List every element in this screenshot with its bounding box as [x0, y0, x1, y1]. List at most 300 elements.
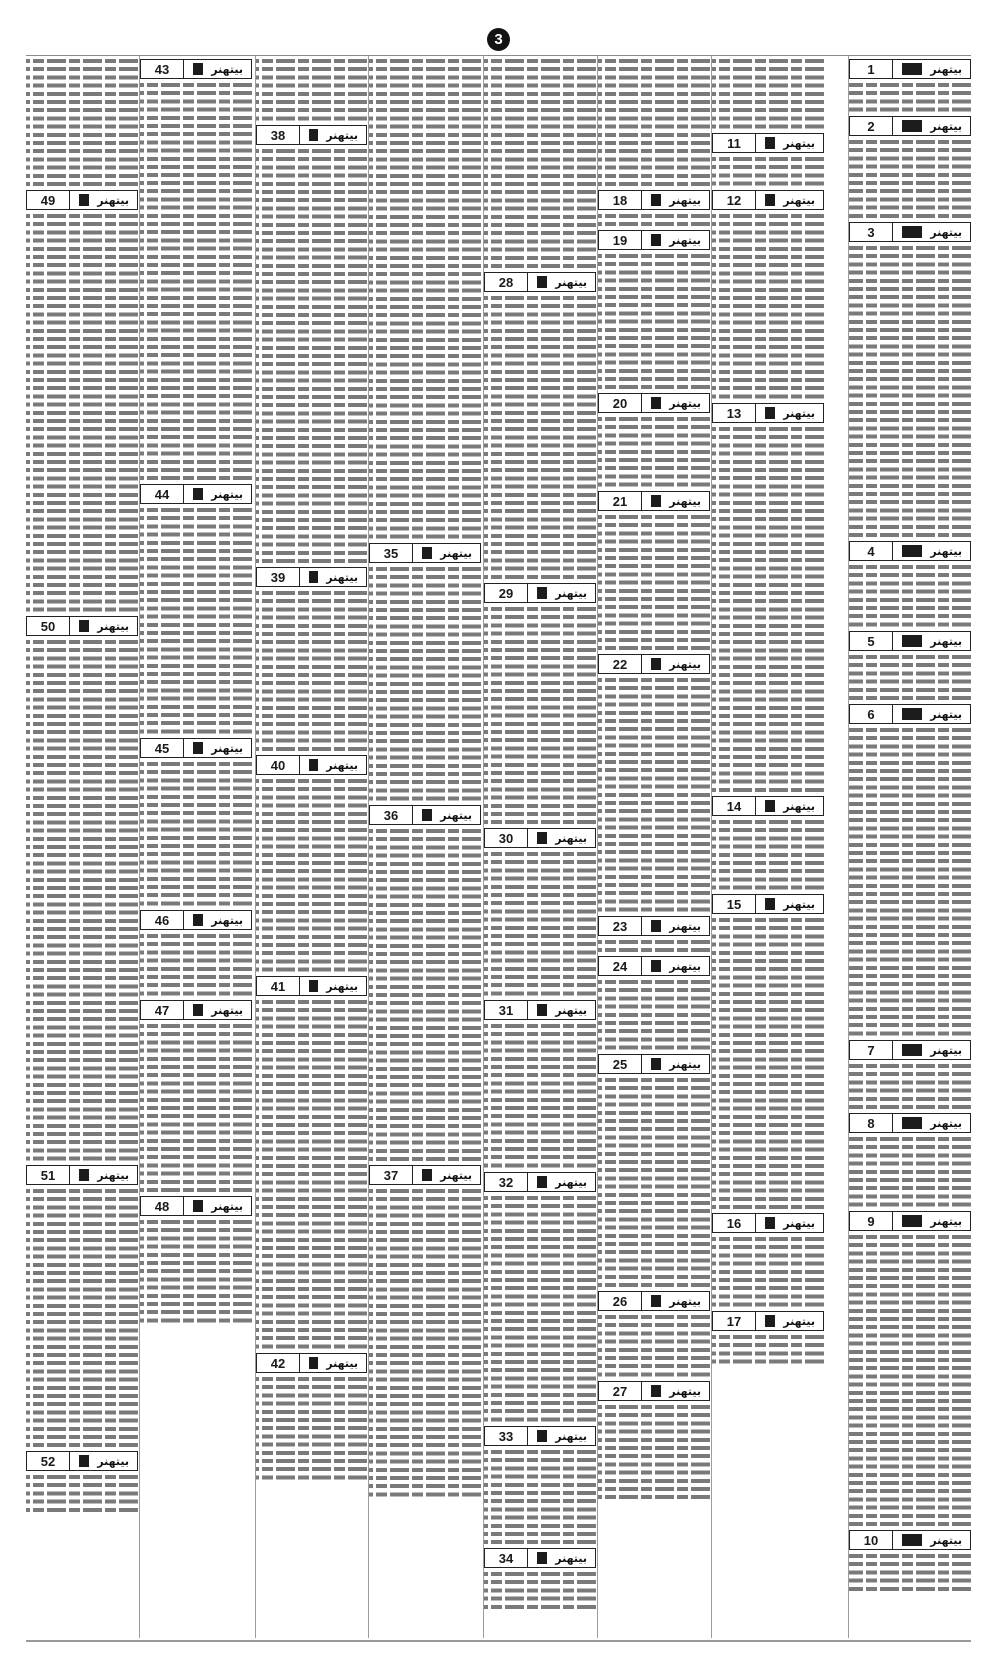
- ad-header-bar: [765, 1217, 775, 1229]
- ad-heading: بیتھنر: [669, 657, 701, 671]
- ad-header-bar: [651, 495, 661, 507]
- ad-number: 20: [599, 394, 642, 412]
- classified-ad: [484, 57, 596, 270]
- ad-body-text: [484, 1022, 596, 1170]
- ad-header: [598, 654, 710, 674]
- ad-header: [140, 910, 252, 930]
- ad-body-text: [369, 1187, 481, 1499]
- classified-ad: [484, 826, 596, 998]
- ad-number: 40: [257, 756, 300, 774]
- ad-header-bar: [651, 1295, 661, 1307]
- ad-body-text: [484, 1448, 596, 1546]
- ad-heading: بیتھنر: [930, 1116, 962, 1130]
- ad-header-bar: [422, 809, 432, 821]
- ad-body-text: [369, 827, 481, 1163]
- ad-header: [484, 1000, 596, 1020]
- ad-header: [712, 1311, 824, 1331]
- ad-header: [369, 1165, 481, 1185]
- ad-number: 18: [599, 191, 642, 209]
- ad-number: 36: [370, 806, 413, 824]
- ad-header: [140, 1196, 252, 1216]
- ad-body-text: [484, 850, 596, 998]
- ad-header-bar: [193, 1004, 203, 1016]
- ad-header-bar: [537, 1552, 547, 1564]
- ad-body-text: [712, 155, 824, 188]
- classified-ad: [598, 228, 710, 391]
- ad-header: [256, 976, 367, 996]
- ad-heading: بیتھنر: [326, 758, 358, 772]
- ad-body-text: [598, 978, 710, 1052]
- ad-header-bar: [902, 120, 922, 132]
- ad-body-text: [849, 1233, 971, 1528]
- ad-header: [598, 190, 710, 210]
- ad-header: [140, 484, 252, 504]
- ad-body-text: [369, 57, 481, 541]
- classified-ad: [26, 57, 138, 188]
- classified-ad: [598, 489, 710, 652]
- ad-number: 46: [141, 911, 184, 929]
- ad-heading: بیتھنر: [930, 707, 962, 721]
- classified-ad: [140, 908, 252, 998]
- ad-header-bar: [765, 137, 775, 149]
- ad-header-bar: [79, 194, 89, 206]
- classified-ad: [256, 753, 367, 974]
- ad-number: 31: [485, 1001, 528, 1019]
- ad-heading: بیتھنر: [97, 619, 129, 633]
- classified-ad: [598, 914, 710, 954]
- classified-ad: [598, 1052, 710, 1289]
- classified-ad: [849, 114, 971, 220]
- ad-body-text: [849, 1062, 971, 1111]
- ad-heading: بیتھنر: [326, 1356, 358, 1370]
- ad-number: 11: [713, 134, 756, 152]
- ad-body-text: [256, 998, 367, 1351]
- classified-ad: [256, 57, 367, 123]
- page-number: 3: [494, 31, 503, 48]
- ad-header: [26, 616, 138, 636]
- ad-header: [369, 805, 481, 825]
- classified-ad: [849, 629, 971, 702]
- ad-header-bar: [309, 571, 318, 583]
- ad-header-bar: [193, 488, 203, 500]
- ad-header-bar: [193, 1200, 203, 1212]
- ad-body-text: [849, 653, 971, 702]
- ad-heading: بیتھنر: [211, 913, 243, 927]
- ad-header-bar: [309, 1357, 318, 1369]
- ad-number: 41: [257, 977, 300, 995]
- ad-header-bar: [537, 1004, 547, 1016]
- ad-heading: بیتھنر: [440, 808, 472, 822]
- ad-number: 34: [485, 1549, 528, 1567]
- ad-body-text: [140, 506, 252, 736]
- ad-number: 38: [257, 126, 300, 144]
- ad-header-bar: [309, 759, 318, 771]
- ad-header: [849, 1211, 971, 1231]
- bottom-rule: [26, 1640, 971, 1642]
- ad-header-bar: [537, 1176, 547, 1188]
- ad-heading: بیتھنر: [783, 136, 815, 150]
- ad-header-bar: [651, 960, 661, 972]
- ad-body-text: [140, 1022, 252, 1194]
- ad-header-bar: [902, 226, 922, 238]
- ad-header: [712, 133, 824, 153]
- ad-header-bar: [651, 397, 661, 409]
- ad-header-bar: [309, 129, 318, 141]
- ad-header-bar: [422, 547, 432, 559]
- ad-body-text: [598, 57, 710, 188]
- ad-body-text: [26, 638, 138, 1163]
- ad-body-text: [712, 916, 824, 1211]
- ad-header-bar: [902, 545, 922, 557]
- ad-header: [256, 1353, 367, 1373]
- ad-header-bar: [902, 708, 922, 720]
- ad-heading: بیتھنر: [211, 1003, 243, 1017]
- ad-number: 7: [850, 1041, 893, 1059]
- classified-ad: [484, 270, 596, 581]
- classified-ad: [369, 803, 481, 1163]
- ad-heading: بیتھنر: [555, 275, 587, 289]
- ad-body-text: [256, 57, 367, 123]
- classified-ad: [712, 401, 824, 794]
- ad-number: 42: [257, 1354, 300, 1372]
- ad-heading: بیتھنر: [211, 487, 243, 501]
- ad-header: [849, 1040, 971, 1060]
- ad-header-bar: [79, 620, 89, 632]
- classified-ad: [484, 1546, 596, 1611]
- ad-number: 6: [850, 705, 893, 723]
- ad-header-bar: [651, 1058, 661, 1070]
- ad-number: 52: [27, 1452, 70, 1470]
- ad-header-bar: [902, 1044, 922, 1056]
- ad-heading: بیتھنر: [555, 1551, 587, 1565]
- ad-heading: بیتھنر: [669, 193, 701, 207]
- top-rule: [26, 55, 971, 56]
- classified-ad: [598, 954, 710, 1052]
- classified-ad: [712, 57, 824, 131]
- ad-body-text: [712, 818, 824, 892]
- ad-number: 10: [850, 1531, 893, 1549]
- classified-ad: [140, 1194, 252, 1325]
- ad-body-text: [598, 1076, 710, 1289]
- ad-heading: بیتھنر: [783, 1314, 815, 1328]
- classified-ad: [484, 1170, 596, 1424]
- ad-heading: بیتھنر: [930, 119, 962, 133]
- classified-ad: [369, 541, 481, 803]
- ad-body-text: [256, 1375, 367, 1482]
- ad-body-text: [140, 932, 252, 998]
- ad-body-text: [598, 1313, 710, 1379]
- ad-body-text: [484, 1194, 596, 1424]
- ad-number: 48: [141, 1197, 184, 1215]
- ad-header-bar: [79, 1455, 89, 1467]
- ad-number: 39: [257, 568, 300, 586]
- ad-number: 4: [850, 542, 893, 560]
- ad-body-text: [26, 57, 138, 188]
- ad-header-bar: [765, 194, 775, 206]
- classified-ad: [712, 1309, 824, 1366]
- ad-header: [369, 543, 481, 563]
- ad-header: [712, 796, 824, 816]
- ad-header: [484, 272, 596, 292]
- ad-body-text: [140, 179, 252, 482]
- ad-body-text: [484, 57, 596, 270]
- ad-heading: بیتھنر: [440, 1168, 472, 1182]
- ad-number: 29: [485, 584, 528, 602]
- classified-ad: [26, 1449, 138, 1514]
- ad-heading: بیتھنر: [97, 1168, 129, 1182]
- classified-ad: [849, 1111, 971, 1209]
- ad-body-text: [140, 760, 252, 908]
- classified-ad: [712, 1211, 824, 1309]
- ad-header: [256, 755, 367, 775]
- ad-heading: بیتھنر: [669, 396, 701, 410]
- ad-body-text: [712, 57, 824, 131]
- ad-header-bar: [902, 1215, 922, 1227]
- ad-body-text: [849, 563, 971, 629]
- classified-ad: [484, 1424, 596, 1546]
- ad-header: [598, 1291, 710, 1311]
- ad-header: [849, 59, 971, 79]
- ad-heading: بیتھنر: [930, 62, 962, 76]
- ad-header-bar: [902, 1117, 922, 1129]
- column-1: [26, 57, 138, 1637]
- ad-heading: بیتھنر: [669, 959, 701, 973]
- ad-heading: بیتھنر: [783, 1216, 815, 1230]
- ad-heading: بیتھنر: [211, 1199, 243, 1213]
- ad-heading: بیتھنر: [669, 1294, 701, 1308]
- ad-number: 49: [27, 191, 70, 209]
- classified-ad: [712, 794, 824, 892]
- ad-header: [712, 1213, 824, 1233]
- ad-body-text: [256, 777, 367, 974]
- ad-body-text: [598, 252, 710, 391]
- ad-header: [849, 704, 971, 724]
- ad-header-bar: [193, 63, 203, 75]
- ad-header: [849, 222, 971, 242]
- ad-number: 32: [485, 1173, 528, 1191]
- classified-ad: [256, 1351, 367, 1482]
- ad-body-text: [484, 1570, 596, 1611]
- ad-header: [484, 1426, 596, 1446]
- classified-ad: [849, 1528, 971, 1593]
- ad-heading: بیتھنر: [326, 979, 358, 993]
- ad-number: 47: [141, 1001, 184, 1019]
- ad-header-bar: [193, 914, 203, 926]
- ad-header-bar: [651, 920, 661, 932]
- ad-heading: بیتھنر: [555, 1003, 587, 1017]
- classified-ad: [849, 57, 971, 114]
- ad-header: [598, 491, 710, 511]
- ad-number: 50: [27, 617, 70, 635]
- ad-heading: بیتھنر: [669, 1384, 701, 1398]
- ad-number: 28: [485, 273, 528, 291]
- classified-ad: [369, 57, 481, 541]
- ad-header-bar: [651, 658, 661, 670]
- ad-header: [849, 1530, 971, 1550]
- ad-header-bar: [79, 1169, 89, 1181]
- column-4: [369, 57, 481, 1637]
- ad-body-text: [598, 938, 710, 954]
- ad-heading: بیتھنر: [555, 586, 587, 600]
- page-number-badge: [487, 28, 510, 51]
- ad-body-text: [849, 1552, 971, 1593]
- ad-header: [849, 116, 971, 136]
- ad-number: 15: [713, 895, 756, 913]
- ad-header: [484, 1172, 596, 1192]
- ad-heading: بیتھنر: [669, 233, 701, 247]
- ad-heading: بیتھنر: [783, 799, 815, 813]
- classified-ad: [256, 974, 367, 1351]
- ad-body-text: [598, 415, 710, 489]
- ad-header: [598, 1381, 710, 1401]
- ad-number: 23: [599, 917, 642, 935]
- ad-body-text: [849, 244, 971, 539]
- ad-body-text: [140, 81, 252, 179]
- ad-number: 37: [370, 1166, 413, 1184]
- column-3: [256, 57, 367, 1637]
- ad-header-bar: [651, 194, 661, 206]
- ad-body-text: [849, 1135, 971, 1209]
- ad-number: 22: [599, 655, 642, 673]
- ad-header: [849, 1113, 971, 1133]
- ad-header-bar: [537, 1430, 547, 1442]
- ad-number: 5: [850, 632, 893, 650]
- classified-ad: [256, 565, 367, 753]
- column-5: [484, 57, 596, 1637]
- ad-body-text: [26, 1473, 138, 1514]
- ad-header-bar: [537, 276, 547, 288]
- ad-header-bar: [765, 898, 775, 910]
- ad-body-text: [712, 425, 824, 794]
- classified-ad: [849, 539, 971, 629]
- ad-body-text: [26, 212, 138, 614]
- ad-header: [140, 738, 252, 758]
- ad-header: [598, 1054, 710, 1074]
- ad-header-bar: [422, 1169, 432, 1181]
- ad-header: [484, 1548, 596, 1568]
- ad-header-bar: [651, 1385, 661, 1397]
- column-2: [140, 57, 252, 1637]
- ad-body-text: [484, 605, 596, 826]
- ad-number: 44: [141, 485, 184, 503]
- ad-number: 26: [599, 1292, 642, 1310]
- classified-ad: [140, 179, 252, 482]
- classified-ad: [849, 1038, 971, 1111]
- classified-ad: [140, 482, 252, 736]
- classified-ad: [712, 188, 824, 401]
- ad-heading: بیتھنر: [783, 897, 815, 911]
- ad-number: 27: [599, 1382, 642, 1400]
- ad-body-text: [256, 589, 367, 753]
- ad-body-text: [849, 138, 971, 220]
- ad-heading: بیتھنر: [555, 1175, 587, 1189]
- ad-body-text: [598, 212, 710, 228]
- ad-header: [598, 916, 710, 936]
- classified-ad: [849, 220, 971, 539]
- ad-header: [256, 125, 367, 145]
- ad-heading: بیتھنر: [669, 1057, 701, 1071]
- ad-header: [26, 1451, 138, 1471]
- ad-body-text: [849, 81, 971, 114]
- ad-header: [140, 1000, 252, 1020]
- ad-number: 12: [713, 191, 756, 209]
- ad-heading: بیتھنر: [930, 1214, 962, 1228]
- classified-ad: [26, 188, 138, 614]
- ad-heading: بیتھنر: [326, 128, 358, 142]
- ad-header: [712, 403, 824, 423]
- ad-heading: بیتھنر: [930, 634, 962, 648]
- ad-heading: بیتھنر: [97, 193, 129, 207]
- ad-body-text: [140, 1218, 252, 1325]
- ad-number: 2: [850, 117, 893, 135]
- ad-number: 25: [599, 1055, 642, 1073]
- classified-ad: [598, 57, 710, 188]
- ad-heading: بیتھنر: [326, 570, 358, 584]
- ad-body-text: [598, 513, 710, 652]
- classified-ad: [140, 57, 252, 179]
- ad-number: 16: [713, 1214, 756, 1232]
- ad-body-text: [26, 1187, 138, 1449]
- ad-header-bar: [765, 1315, 775, 1327]
- classified-ad: [256, 123, 367, 565]
- ad-header: [849, 541, 971, 561]
- ad-header-bar: [193, 742, 203, 754]
- ad-header-bar: [651, 234, 661, 246]
- ad-header-bar: [765, 407, 775, 419]
- classified-ad: [369, 1163, 481, 1499]
- ad-heading: بیتھنر: [97, 1454, 129, 1468]
- column-6: [598, 57, 710, 1637]
- classified-ad: [484, 998, 596, 1170]
- ad-header-bar: [902, 1534, 922, 1546]
- ad-number: 43: [141, 60, 184, 78]
- ad-number: 9: [850, 1212, 893, 1230]
- ad-header-bar: [309, 980, 318, 992]
- ad-header: [484, 583, 596, 603]
- ad-body-text: [712, 212, 824, 401]
- ad-header: [26, 1165, 138, 1185]
- ad-heading: بیتھنر: [440, 546, 472, 560]
- classified-ad: [849, 702, 971, 1038]
- classified-ad: [598, 1289, 710, 1379]
- ad-number: 19: [599, 231, 642, 249]
- ad-number: 17: [713, 1312, 756, 1330]
- ad-number: 1: [850, 60, 893, 78]
- ad-header-bar: [537, 832, 547, 844]
- ad-body-text: [849, 726, 971, 1038]
- classified-ad: [598, 188, 710, 228]
- ad-number: 14: [713, 797, 756, 815]
- ad-header: [598, 956, 710, 976]
- ad-header-bar: [537, 587, 547, 599]
- ad-header: [484, 828, 596, 848]
- ad-heading: بیتھنر: [783, 406, 815, 420]
- ad-header: [712, 190, 824, 210]
- ad-header-bar: [765, 800, 775, 812]
- ad-body-text: [712, 1333, 824, 1366]
- column-7: [712, 57, 824, 1637]
- ad-heading: بیتھنر: [669, 919, 701, 933]
- ad-header: [712, 894, 824, 914]
- ad-heading: بیتھنر: [555, 1429, 587, 1443]
- ad-header: [140, 59, 252, 79]
- ad-heading: بیتھنر: [211, 62, 243, 76]
- ad-number: 8: [850, 1114, 893, 1132]
- classified-ad: [712, 892, 824, 1211]
- ad-body-text: [712, 1235, 824, 1309]
- ad-number: 45: [141, 739, 184, 757]
- ad-number: 30: [485, 829, 528, 847]
